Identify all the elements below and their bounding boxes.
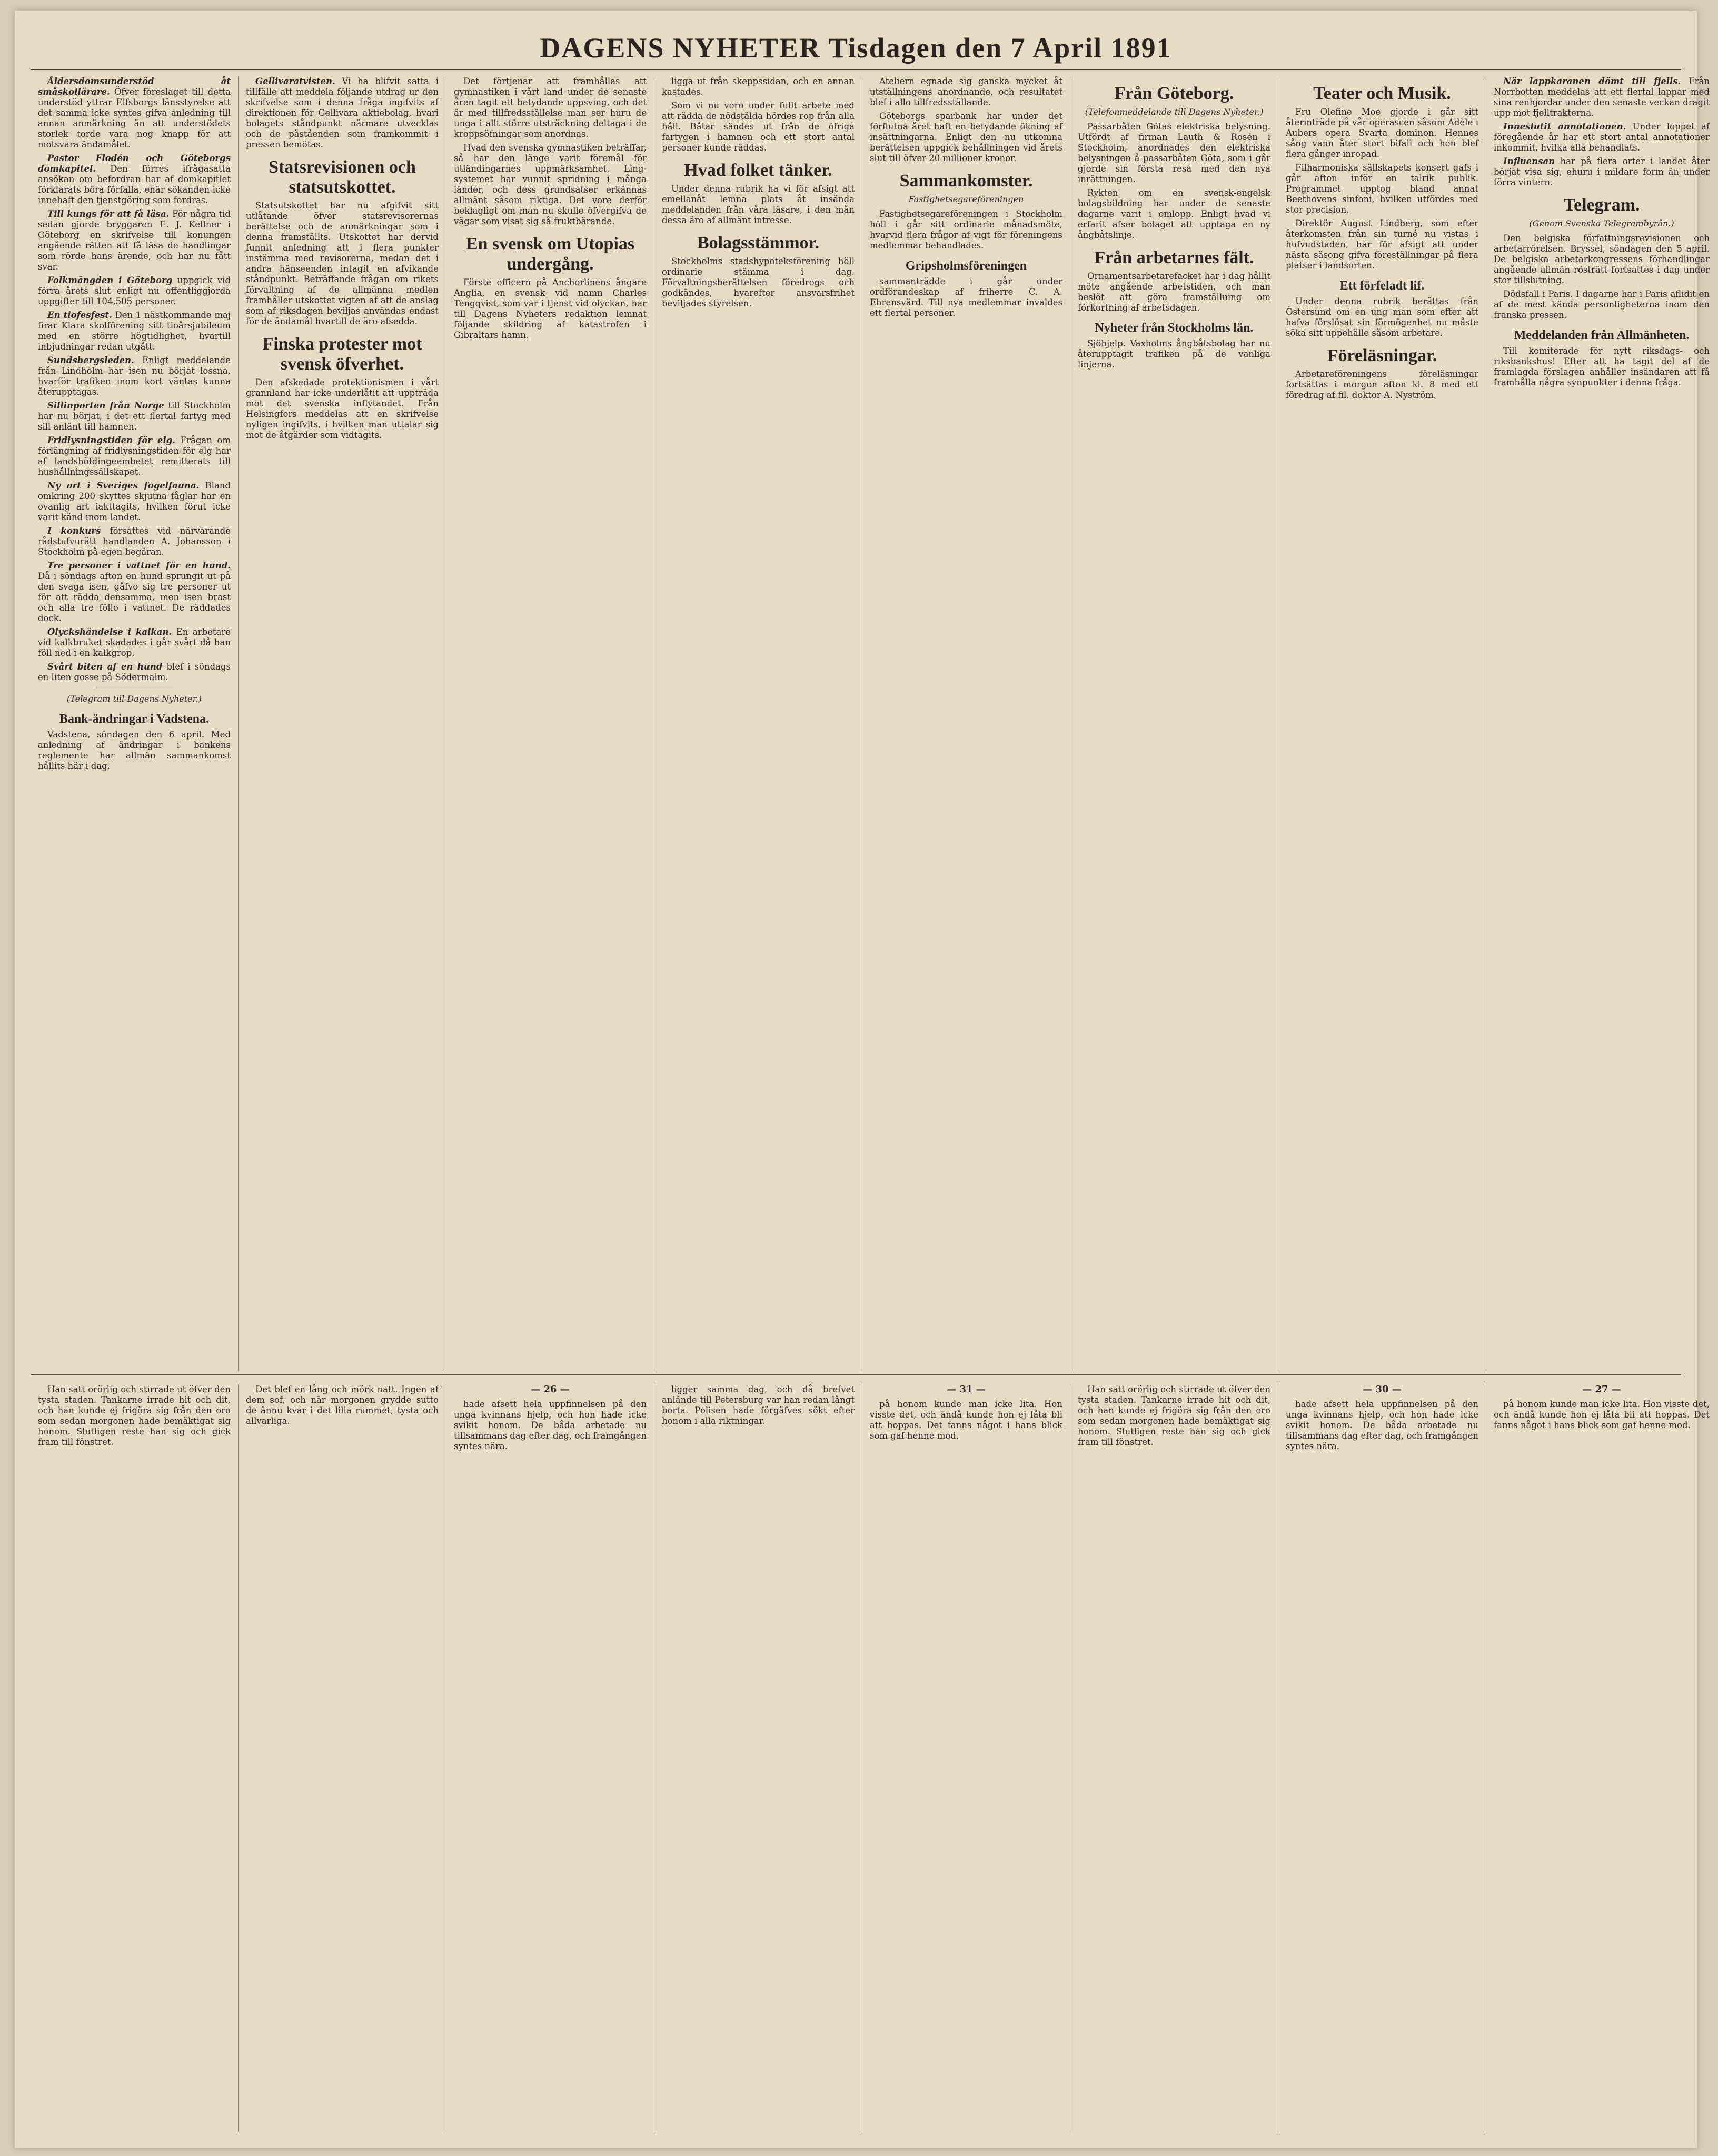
serial-column-5 [862, 1384, 1070, 2132]
article-subhead: (Telefonmeddelande till Dagens Nyheter.) [1085, 107, 1264, 117]
article-headline: Sammankomster. [899, 171, 1033, 191]
news-block: Tre personer i vattnet för en hund. Då i söndags afton en hund sprungit ut på den svaga isen, gåfvo sig tre personer ut för att rädda densamma, men isen brast och alla tre föllo i vattnet. De räddades dock. [38, 561, 231, 623]
article-body: Statsutskottet har nu afgifvit sitt utlåtande öfver statsrevisorernas berättelse och de anmärkningar som i denna framställts. Utskottet har dervid funnit anledning att i flera punkter instämma med revisorerna, medan det i andra hänseenden intagit en afvikande ståndpunkt. Beträffande frågan om rikets förvaltning af de allmänna medlen framhåller utskottet vigten af att de anslag som af riksdagen beviljas användas endast för de ändamål hvartill de äro afsedda. [246, 201, 439, 326]
article-body: Den afskedade protektionismen i vårt grannland har icke underlåtit att uppträda mot det svenska inflytandet. Från Helsingfors meddelas att en skrifvelse nyligen ingifvits, i hvilken man uttalar sig mot de åtgärder som vidtagits. [246, 377, 439, 440]
serial-column-3 [446, 1384, 654, 2132]
column-5 [862, 76, 1070, 1371]
serial-column-8 [1486, 1384, 1717, 2132]
article-headline: En svensk om Utopias undergång. [465, 234, 635, 274]
news-blocks [38, 76, 231, 683]
telegram-source: (Telegram till Dagens Nyheter.) [67, 694, 202, 704]
article-body: Arbetareföreningens föreläsningar fortsättas i morgon afton kl. 8 med ett föredrag af fil. doktor A. Nyström. [1286, 369, 1478, 400]
serial-column-4 [654, 1384, 862, 2132]
column-2 [239, 76, 446, 1371]
news-block: Sillinporten från Norge till Stockholm har nu börjat, i det ett flertal fartyg med sill anlänt till hamnen. [38, 401, 231, 432]
fold-rule [31, 1374, 1681, 1375]
page-number: — 26 — [531, 1384, 570, 1395]
article-body: Under denna rubrik ha vi för afsigt att emellanåt lemna plats åt insända meddelanden från våra läsare, i den mån dessa äro af allmänt intresse. [662, 184, 855, 225]
column-7 [1278, 76, 1486, 1371]
article-headline: Bolagsstämmor. [697, 233, 820, 253]
article-body: Passarbåten Götas elektriska belysning. Utfördt af firman Lauth & Rosén i Stockholm, anordnades den elektriska belysningen å passarbåten Göta, som i går gjorde sin första resa med den nya inrättningen. [1078, 122, 1270, 184]
serial-text: på honom kunde man icke lita. Hon visste det, och ändå kunde hon ej låta bli att hoppas. Det fanns något i hans blick som gaf henne mod. [870, 1399, 1062, 1441]
news-block: I konkurs försattes vid närvarande rådstufvurätt handlanden A. Johansson i Stockholm på egen begäran. [38, 526, 231, 557]
news-block: Ny ort i Sveriges fogelfauna. Bland omkring 200 skyttes skjutna fåglar har en ovanlig art iakttagits, hvilken förut icke varit känd inom landet. [38, 481, 231, 522]
news-block: En tiofesfest. Den 1 nästkommande maj firar Klara skolförening sitt tioårsjubileum med en större högtidlighet, hvartill inbjudningar redan utgått. [38, 310, 231, 352]
upper-columns [31, 76, 1710, 1371]
serial-column-6 [1070, 1384, 1278, 2132]
article-headline: Statsrevisionen och statsutskottet. [269, 157, 416, 197]
lower-serial-section [31, 1384, 1710, 2132]
article-body: Dödsfall i Paris. I dagarne har i Paris aflidit en af de mest kända personligheterna inom den franska pressen. [1494, 289, 1710, 320]
news-block: Svårt biten af en hund blef i söndags en liten gosse på Södermalm. [38, 662, 231, 682]
article-body: Som vi nu voro under fullt arbete med att rädda de nödstälda hördes rop från alla håll. Båtar sändes ut från de öfriga fartygen i hamnen och ett stort antal personer kunde räddas. [662, 101, 855, 153]
article-headline: Ett förfeladt lif. [1339, 279, 1425, 293]
article-headline: Nyheter från Stockholms län. [1095, 321, 1254, 335]
column-8 [1486, 76, 1717, 1371]
news-block: Fridlysningstiden för elg. Frågan om förlängning af fridlysningstiden för elg har af landshöfdingeembetet remitterats till hushållningssällskapet. [38, 435, 231, 477]
serial-column-1 [31, 1384, 239, 2132]
article-body: Ornamentsarbetarefacket har i dag hållit möte angående arbetstiden, och man beslöt att göra framställning om förkortning af arbetsdagen. [1078, 271, 1270, 313]
article-body: Fastighetsegareföreningen i Stockholm höll i går sitt ordinarie månadsmöte, hvarvid flera frågor af vigt för föreningens medlemmar behandlades. [870, 209, 1062, 251]
column-4 [654, 76, 862, 1371]
column-3 [446, 76, 654, 1371]
article-headline: Teater och Musik. [1313, 84, 1451, 103]
news-block: Det förtjenar att framhållas att gymnastiken i vårt land under de senaste åren tagit ett betydande uppsving, och det är med tillfredsställelse man ser huru de unga i allt större utsträckning deltaga i de kroppsöfningar som anordnas. [454, 76, 647, 139]
serial-column-2 [239, 1384, 446, 2132]
article-body: Under denna rubrik berättas från Östersund om en ung man som efter att hafva förslösat sin förmögenhet nu måste söka sitt uppehälle såsom arbetare. [1286, 296, 1478, 338]
article-headline: Gripsholmsföreningen [905, 259, 1027, 273]
article-body: Rykten om en svensk-engelsk bolagsbildning har under de senaste dagarne varit i omlopp. Enligt hvad vi erfarit afser bolaget att upptaga en ny ångbåtslinje. [1078, 188, 1270, 240]
article-body: Stockholms stadshypoteksförening höll ordinarie stämma i dag. Förvaltningsberättelsen föredrogs och godkändes, hvarefter ansvarsfrihet beviljades styrelsen. [662, 256, 855, 308]
page-number: — 27 — [1582, 1384, 1621, 1395]
article-headline: Från arbetarnes fält. [1094, 248, 1254, 267]
news-block: Sundsbergsleden. Enligt meddelande från Lindholm har isen nu börjat lossna, hvarför trafiken inom kort väntas kunna återupptagas. [38, 355, 231, 397]
article-headline: Telegram. [1563, 195, 1640, 215]
serial-text: Han satt orörlig och stirrade ut öfver den tysta staden. Tankarne irrade hit och dit, och han kunde ej frigöra sig från den oro som sedan morgonen hade bemäktigat sig honom. Slutligen reste han sig och gick fram till fönstret. [1078, 1384, 1270, 1447]
article-headline: Finska protester mot svensk öfverhet. [262, 334, 422, 374]
article-body: Hvad den svenska gymnastiken beträffar, så har den länge varit föremål för utländingarnes uppmärksamhet. Ling-systemet har vunnit spridning i många länder, och dess grundsatser erkännas allmänt såsom riktiga. Det vore derför beklagligt om man nu skulle öfvergifva de vägar som visat sig så fruktbärande. [454, 143, 647, 226]
article-headline: Hvad folket tänker. [684, 161, 832, 180]
telegram-text: Vadstena, söndagen den 6 april. Med anledning af ändringar i bankens reglemente har allmän sammankomst hållits här i dag. [38, 730, 231, 771]
news-block: Inneslutit annotationen. Under loppet af föregående år har ett stort antal annotationer inkommit, hvilka alla behandlats. [1494, 122, 1710, 153]
news-block: Till kungs för att få läsa. För några tid sedan gjorde bryggaren E. J. Kellner i Göteborg en skrifvelse till konungen angående rätten att få läsa de handlingar som rörde hans ärende, och har nu fått svar. [38, 209, 231, 272]
article-body: Den belgiska författningsrevisionen och arbetarrörelsen. Bryssel, söndagen den 5 april. De belgiska arbetarkongressens förhandlingar angående allmän rösträtt fortsattes i dag under stor tillslutning. [1494, 233, 1710, 285]
article-subhead: Fastighetsegareföreningen [908, 194, 1024, 204]
newspaper-page [15, 11, 1710, 2148]
news-block: Gellivaratvisten. Vi ha blifvit satta i tillfälle att meddela följande utdrag ur den skrifvelse som i denna fråga ingifvits af direktionen för Gellivara aktiebolag, hvari bolagets ståndpunkt närmare utvecklas och de påståenden som framkommit i pressen bemötas. [246, 76, 439, 149]
serial-text: hade afsett hela uppfinnelsen på den unga kvinnans hjelp, och hon hade icke svikit honom. De båda arbetade nu tillsammans dag efter dag, och framgången syntes nära. [1286, 1399, 1478, 1451]
news-block: Ateliern egnade sig ganska mycket åt utställningens anordnande, och resultatet blef i allo tillfredsställande. [870, 76, 1062, 107]
article-body: Till komiterade för nytt riksdags- och riksbankshus! Efter att ha tagit del af de framlagda förslagen anhåller insändaren att få framhålla några synpunkter i denna fråga. [1494, 346, 1710, 387]
news-block: När lappkaranen dömt till fjells. Från Norrbotten meddelas att ett flertal lappar med sina renhjordar under den senaste veckan dragit upp mot fjelltrakterna. [1494, 76, 1710, 118]
article-body: Göteborgs sparbank har under det förflutna året haft en betydande ökning af insättningarna. Enligt den nu utkomna berättelsen uppgick behållningen vid årets slut till öfver 20 millioner kronor. [870, 111, 1062, 163]
masthead-rule [31, 69, 1681, 71]
article-headline: Föreläsningar. [1327, 346, 1437, 365]
article-body: sammanträdde i går under ordförandeskap af friherre C. A. Ehrensvärd. Till nya medlemmar invaldes ett flertal personer. [870, 276, 1062, 318]
news-block: Åldersdomsunderstöd åt småskollärare. Öfver föreslaget till detta understöd yttrar Elfsborgs länsstyrelse att det samma icke syntes gifva anledning till annan anmärkning än att understödets storlek torde vara nog knapp för att motsvara ändamålet. [38, 76, 231, 149]
column-6 [1070, 76, 1278, 1371]
news-block: Olyckshändelse i kalkan. En arbetare vid kalkbruket skadades i går svårt då han föll ned i en kalkgrop. [38, 627, 231, 658]
page-number: — 31 — [947, 1384, 986, 1395]
news-block: Pastor Flodén och Göteborgs domkapitel. Den förres ifrågasatta ansökan om befordran har af domkapitlet förklarats böra förfalla, enär sökanden icke innehaft den tjenstgöring som fordras. [38, 153, 231, 205]
serial-text: Det blef en lång och mörk natt. Ingen af dem sof, och när morgonen grydde sutto de ännu kvar i det lilla rummet, tysta och allvarliga. [246, 1384, 439, 1426]
serial-text: ligger samma dag, och då brefvet anlände till Petersburg var han redan långt borta. Polisen hade förgäfves sökt efter honom i alla riktningar. [662, 1384, 855, 1426]
article-body: Direktör August Lindberg, som efter återkomsten från sin turné nu vistas i hufvudstaden, har för afsigt att under nästa säsong gifva föreställningar på flera platser i landsorten. [1286, 218, 1478, 271]
news-block: Influensan har på flera orter i landet åter börjat visa sig, ehuru i mildare form än under förra vintern. [1494, 156, 1710, 187]
article-body: Sjöhjelp. Vaxholms ångbåtsbolag har nu återupptagit trafiken på de vanliga linjerna. [1078, 338, 1270, 370]
news-block: ligga ut från skeppssidan, och en annan kastades. [662, 76, 855, 97]
article-body: Förste officern på Anchorlinens ångare Anglia, en svensk vid namn Charles Tengqvist, som var i tjenst vid olyckan, har till Dagens Nyheters redaktion lemnat följande skildring af katastrofen i Gibraltars hamn. [454, 277, 647, 340]
article-body: Filharmoniska sällskapets konsert gafs i går afton inför en talrik publik. Programmet upptog bland annat Beethovens sinfoni, hvilken utfördes med stor precision. [1286, 163, 1478, 215]
serial-column-7 [1278, 1384, 1486, 2132]
serial-text: på honom kunde man icke lita. Hon visste det, och ändå kunde hon ej låta bli att hoppas. Det fanns något i hans blick som gaf henne mod. [1494, 1399, 1710, 1430]
column-1 [31, 76, 239, 1371]
page-number: — 30 — [1363, 1384, 1402, 1395]
telegram-title: Bank-ändringar i Vadstena. [59, 712, 210, 726]
masthead: DAGENS NYHETER Tisdagen den 7 April 1891 [540, 32, 1172, 64]
article-body: Fru Olefine Moe gjorde i går sitt återinträde på vår operascen såsom Adèle i Aubers opera Svarta dominon. Hennes sång vann åter stort bifall och hon blef flera gånger inropad. [1286, 107, 1478, 159]
article-subhead: (Genom Svenska Telegrambyrån.) [1529, 218, 1674, 228]
serial-text: Han satt orörlig och stirrade ut öfver den tysta staden. Tankarne irrade hit och dit, och han kunde ej frigöra sig från den oro som sedan morgonen hade bemäktigat sig honom. Slutligen reste han sig och gick fram till fönstret. [38, 1384, 231, 1447]
article-headline: Från Göteborg. [1114, 84, 1234, 103]
article-headline: Meddelanden från Allmänheten. [1514, 328, 1690, 342]
news-block: Folkmängden i Göteborg uppgick vid förra årets slut enligt nu offentliggjorda uppgifter till 104,505 personer. [38, 275, 231, 306]
serial-text: hade afsett hela uppfinnelsen på den unga kvinnans hjelp, och hon hade icke svikit honom. De båda arbetade nu tillsammans dag efter dag, och framgången syntes nära. [454, 1399, 647, 1451]
